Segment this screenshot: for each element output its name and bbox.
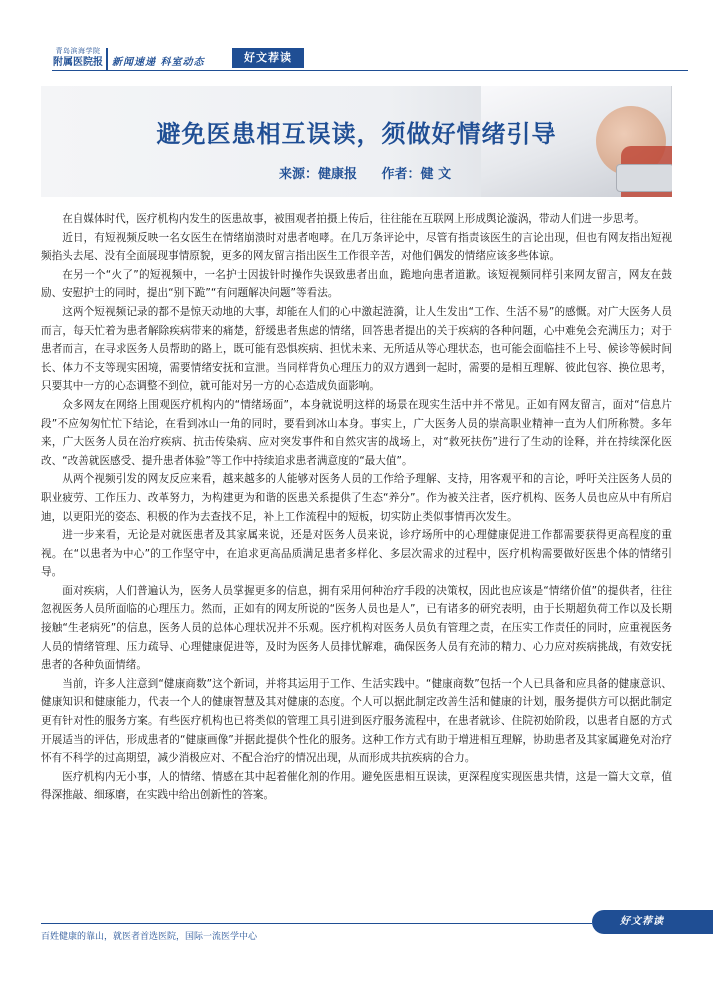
banner-photo-device (616, 164, 672, 192)
article-paragraph-10: 医疗机构内无小事，人的情绪、情感在其中起着催化剂的作用。避免医患相互误读，更深程度实现医患共情，这是一篇大文章，值得深推敲、细琢磨，在实践中给出创新性的答案。 (41, 770, 672, 802)
article-paragraph-8: 面对疾病，人们普遍认为，医务人员掌握更多的信息，拥有采用何种治疗手段的决策权，因此也应该是“情绪价值”的提供者，往往忽视医务人员所面临的心理压力。然而，正如有的网友所说的“医务人员也是人”，已有诸多的研究表明，由于长期超负荷工作以及长期接触“生老病死”的信息，医务人员的总体心理状况并不乐观。医疗机构对医务人员负有管理之责，在压实工作责任的同时，应重视医务人员的情绪管理、压力疏导、心理健康促进等，及时为医务人员排忧解难，确保医务人员有充沛的精力、心力应对疾病挑战，有效安抚患者的各种负面情绪。 (41, 584, 672, 672)
article-paragraph-7: 进一步来看，无论是对就医患者及其家属来说，还是对医务人员来说，诊疗场所中的心理健康促进工作都需要获得更高程度的重视。在“以患者为中心”的工作坚守中，在追求更高品质满足患者多样化、多层次需求的过程中，医疗机构需要做好医患个体的情绪引导。 (41, 529, 672, 579)
brand-subtitle: 新闻速递 科室动态 (112, 57, 205, 68)
article-source: 来源：健康报 (279, 167, 358, 182)
page-header (0, 0, 713, 78)
header-rule (52, 70, 688, 71)
article-author: 作者：健 文 (381, 167, 452, 182)
article-paragraph-5: 众多网友在网络上围观医疗机构内的“情绪场面”，本身就说明这样的场景在现实生活中并不常见。正如有网友留言，面对“信息片段”不应匆匆忙忙下结论，在看到冰山一角的同时，要看到冰山本身。事实上，广大医务人员的崇高职业精神一直为人们所称赞。多年来，广大医务人员在治疗疾病、抗击传染病、应对突发事件和自然灾害的战场上，对“救死扶伤”进行了生动的诠释，并在持续深化医改、“改善就医感受、提升患者体验”等工作中持续追求患者满意度的“最大值”。 (41, 398, 672, 467)
footer-rule (41, 923, 592, 924)
article-paragraph-2: 近日，有短视频反映一名女医生在情绪崩溃时对患者咆哮。在几万条评论中，尽管有指责该医生的言论出现，但也有网友指出短视频掐头去尾、没有全面展现事情原貌，更多的网友留言指出医生工作很辛苦，对他们偶发的情绪应该多些体谅。 (41, 231, 672, 263)
article-paragraph-3: 在另一个“火了”的短视频中，一名护士因拔针时操作失误致患者出血，跪地向患者道歉。该短视频同样引来网友留言，网友在鼓励、安慰护士的同时，提出“别下跪”“有问题解决问题”等看法。 (41, 268, 672, 300)
article-paragraph-9: 当前，许多人注意到“健康商数”这个新词，并将其运用于工作、生活实践中。“健康商数”包括一个人已具备和应具备的健康意识、健康知识和健康能力，代表一个人的健康智慧及其对健康的态度。个人可以据此制定改善生活和健康的计划，服务提供方可以据此制定更有针对性的服务方案。有些医疗机构也已将类似的管理工具引进到医疗服务流程中，在患者就诊、住院初始阶段，以患者自愿的方式开展适当的评估，形成患者的“健康画像”并据此提供个性化的服务。这种工作方式有助于增进相互理解，协助患者及其家属避免对治疗怀有不科学的过高期望，减少消极应对、不配合治疗的情况出现，从而形成共抗疾病的合力。 (41, 677, 672, 765)
brand-line-2: 附属医院报 (53, 57, 103, 68)
section-tag: 好文荐读 (232, 48, 304, 68)
article-byline (279, 163, 451, 182)
article-paragraph-6: 从两个视频引发的网友反应来看，越来越多的人能够对医务人员的工作给予理解、支持，用客观平和的言论，呼吁关注医务人员的职业疲劳、工作压力、改革努力，为构建更为和谐的医患关系提供了生态“养分”。作为被关注者，医疗机构、医务人员也应从中有所启迪，以更阳光的姿态、积极的作为去查找不足，补上工作流程中的短板，切实防止类似事情再次发生。 (41, 473, 672, 523)
article-banner (41, 86, 672, 197)
article-body (41, 210, 672, 805)
footer-tagline: 百姓健康的靠山，就医者首选医院，国际一流医学中心 (41, 932, 258, 942)
article-paragraph-1: 在自媒体时代，医疗机构内发生的医患故事，被围观者拍摄上传后，往往能在互联网上形成舆论漩涡，带动人们进一步思考。 (62, 213, 645, 225)
brand-line-1: 青岛滨海学院 (55, 47, 101, 55)
article-paragraph-4: 这两个短视频记录的都不是惊天动地的大事，却能在人们的心中激起涟漪，让人生发出“工作、生活不易”的感慨。对广大医务人员而言，每天忙着为患者解除疾病带来的痛楚，舒缓患者焦虑的情绪，回答患者提出的关于疾病的各种问题，心中难免会充满压力；对于患者而言，在寻求医务人员帮助的路上，既可能有恐惧疾病、担忧未来、无所适从等心理状态，也可能会面临挂不上号、候诊等候时间长、体力不支等现实困境，需要情绪安抚和宣泄。当同样背负心理压力的双方遇到一起时，需要的是相互理解、彼此包容、换位思考，只要其中一方的心态调整不到位，就可能对另一方的心态造成负面影响。 (41, 305, 672, 393)
article-title: 避免医患相互误读，须做好情绪引导 (156, 120, 557, 148)
brand-logo (52, 47, 104, 69)
header-separator (106, 48, 108, 70)
footer-section-tag: 好文荐读 (592, 910, 713, 934)
